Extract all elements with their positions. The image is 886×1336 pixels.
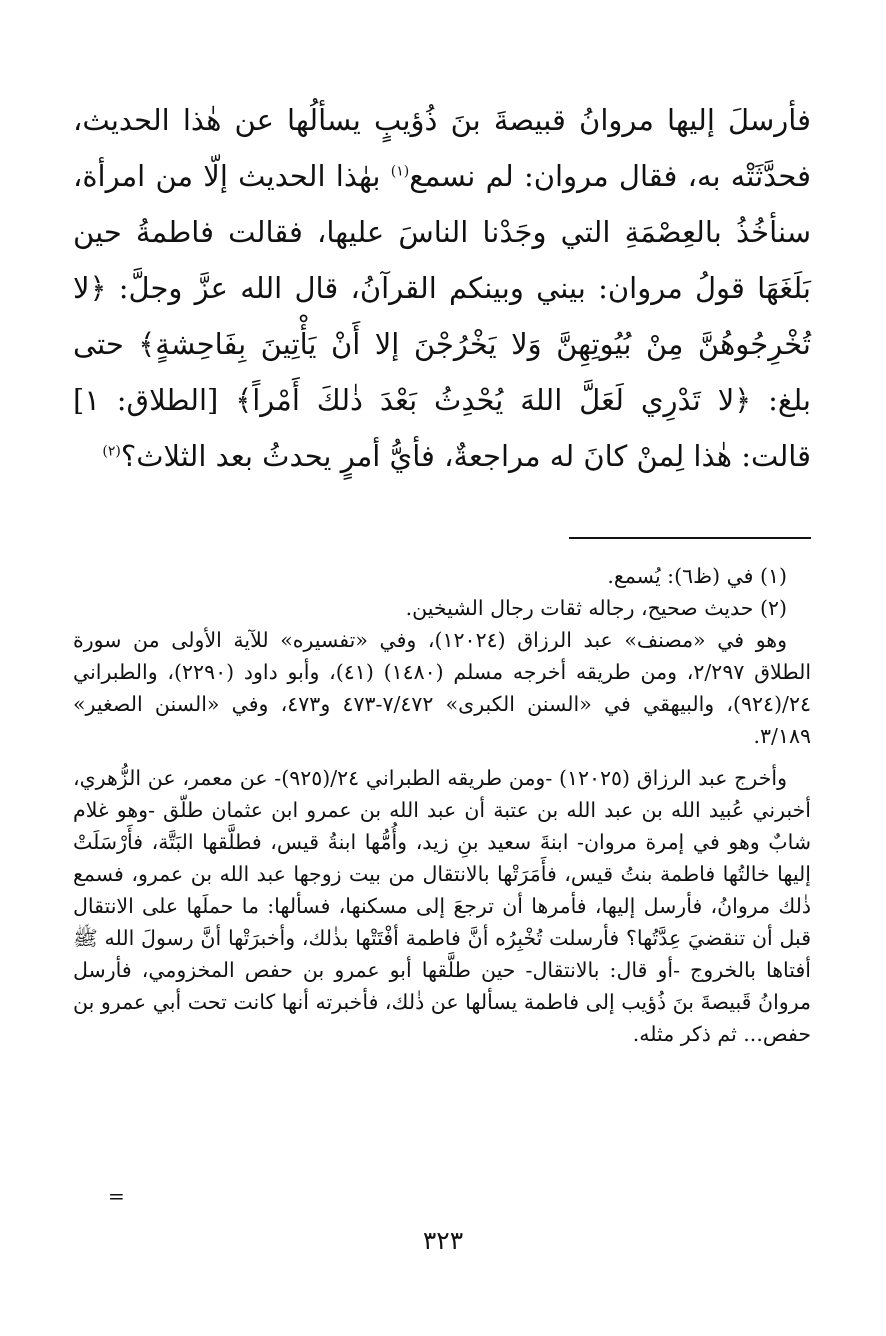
footnote-paragraph-2: وأخرج عبد الرزاق (١٢٠٢٥) -ومن طريقه الطبراني ٢٤/(٩٢٥)- عن معمر، عن الزُّهري، أخبرني عُبيد الله بن عبد الله بن عتبة أن عبد الله بن عمرو ابن عثمان طلّق -وهو غلام شابٌ وهو في إمرة مروان- ابنةَ سعيد بنِ زيد، وأُمُّها ابنةُ قيس، فطلَّقها البَتَّة، فأَرْسَلَتْ إليها خالتُها فاطمة بنتُ قيس، فأَمَرَتْها بالانتقال من بيت زوجها عبد الله بن عمرو، فسمع ذٰلك مروانُ، فأرسل إليها، فأمرها أن ترجعَ إلى مسكنها، فسألها: ما حملَها على الانتقال قبل أن تنقضيَ عِدَّتُها؟ فأرسلت تُخْبِرُه أنَّ فاطمة أفْتَتْها بذٰلك، وأخبرَتْها أنَّ رسولَ الله ﷺ أفتاها بالخروج -أو قال: بالانتقال- حين طلَّقها أبو عمرو بن حفص المخزومي، فأرسل مروانُ قَبيصةَ بنَ ذُؤيب إلى فاطمة يسألها عن ذٰلك، فأخبرته أنها كانت تحت أبي عمرو بن حفص... ثم ذكر مثله. — [73, 766, 811, 1046]
footnote-separator — [569, 537, 811, 539]
main-text-part-1: فأرسلَ إليها مروانُ قبيصةَ بنَ ذُؤيبٍ يسألُها عن هٰذا الحديث، فحدَّثَتْه به، فقال مروان: لم نسمع — [73, 103, 811, 193]
footnote-2: (٢) حديث صحيح، رجاله ثقات رجال الشيخين. — [405, 596, 787, 620]
page-number: ٣٢٣ — [422, 1226, 464, 1255]
main-text-part-2: بهٰذا الحديث إلّا من امرأة، سنأخُذُ بالعِصْمَةِ التي وجَدْنا الناسَ عليها، فقالت فاطمةُ حين بَلَغَهَا قولُ مروان: بيني وبينكم القرآنُ، قال الله عزَّ وجلَّ: ﴿لا تُخْرِجُوهُنَّ مِنْ بُيُوتِهِنَّ وَلا يَخْرُجْنَ إلا أَنْ يَأْتِينَ بِفَاحِشةٍ﴾ حتى بلغ: ﴿لا تَدْرِي لَعَلَّ اللهَ يُحْدِثُ بَعْدَ ذٰلكَ أَمْراً﴾ [الطلاق: ١] قالت: هٰذا لِمنْ كانَ له مراجعةٌ، فأيُّ أمرٍ يحدثُ بعد الثلاث؟ — [73, 159, 811, 473]
footnotes-section — [73, 560, 811, 1050]
main-paragraph — [73, 92, 811, 484]
continuation-mark: = — [108, 1184, 125, 1208]
main-text — [73, 92, 811, 484]
footnote-ref-2: (٢) — [102, 443, 121, 460]
footnote-1: (١) في (ظ٦): يُسمع. — [607, 564, 787, 588]
footnote-paragraph-1: وهو في «مصنف» عبد الرزاق (١٢٠٢٤)، وفي «تفسيره» للآية الأولى من سورة الطلاق ٢/٢٩٧، ومن طريقه أخرجه مسلم (١٤٨٠) (٤١)، وأبو داود (٢٢٩٠)، والطبراني ٢٤/(٩٢٤)، والبيهقي في «السنن الكبرى» ٧/٤٧٢-٤٧٣ و٤٧٣، وفي «السنن الصغير» ٣/١٨٩. — [73, 628, 812, 748]
footnote-ref-1: (١) — [390, 163, 410, 180]
